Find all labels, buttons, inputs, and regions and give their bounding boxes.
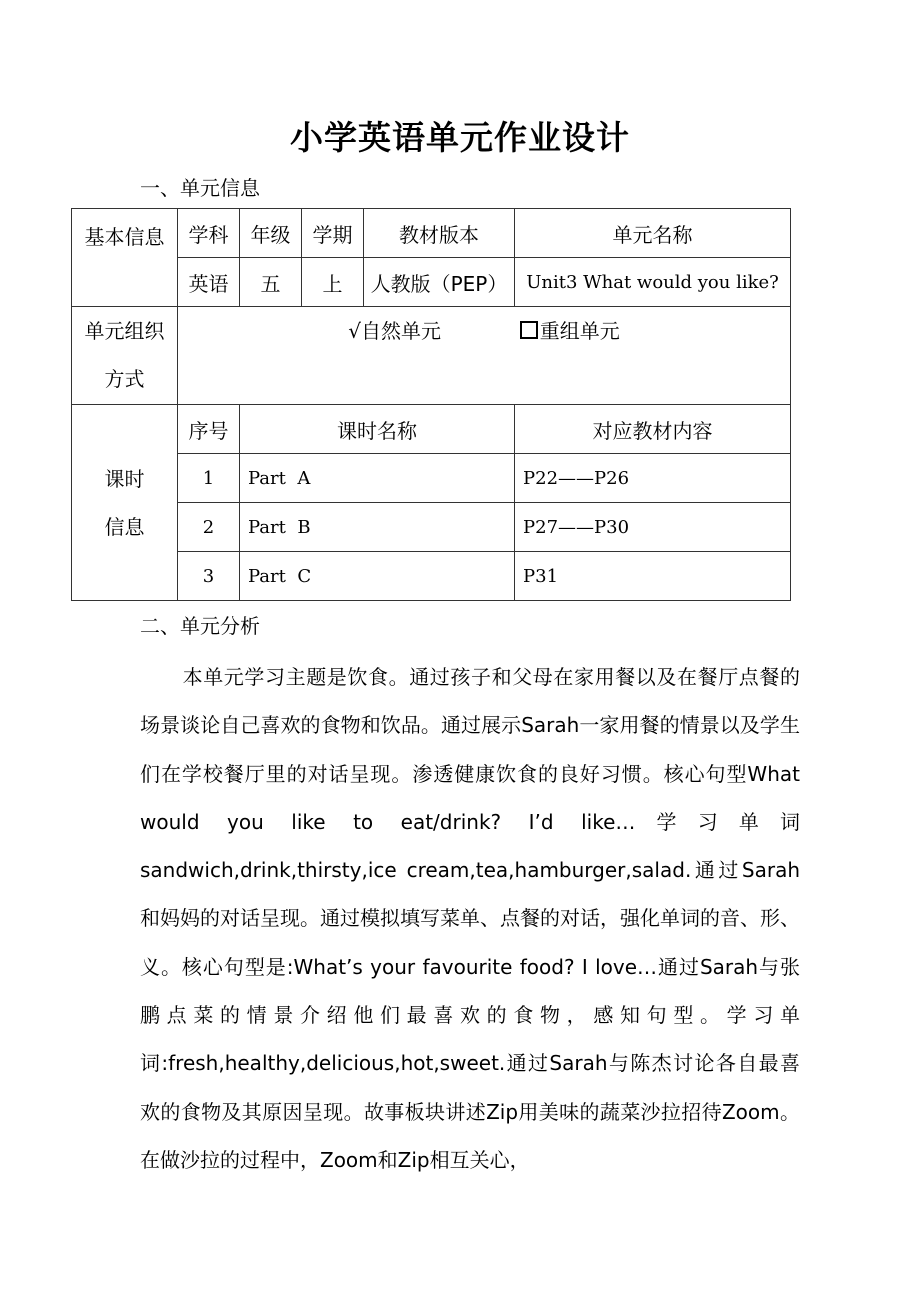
- table-row: [72, 307, 791, 405]
- lesson-name: Part C: [240, 552, 515, 601]
- value-textbook: 人教版（PEP）: [364, 258, 515, 307]
- lesson-content: P22——P26: [515, 454, 791, 503]
- lesson-no: 1: [178, 454, 240, 503]
- header-subject: 学科: [178, 209, 240, 258]
- value-unit-name: Unit3 What would you like?: [515, 258, 791, 307]
- lesson-no: 3: [178, 552, 240, 601]
- table-row: [72, 405, 791, 454]
- lesson-name: Part B: [240, 503, 515, 552]
- org-label-line2: 方式: [104, 367, 145, 391]
- section-heading-unit-analysis: 二、单元分析: [140, 614, 260, 638]
- basic-info-label: 基本信息: [72, 209, 178, 307]
- org-label: [72, 307, 178, 405]
- table-row: [72, 209, 791, 258]
- table-row: [72, 552, 791, 601]
- header-lesson-name: 课时名称: [240, 405, 515, 454]
- header-term: 学期: [302, 209, 364, 258]
- lesson-content: P27——P30: [515, 503, 791, 552]
- org-option-natural: √自然单元: [348, 319, 442, 343]
- checkbox-icon: [520, 321, 538, 339]
- org-option-regroup: 重组单元: [539, 319, 620, 343]
- lesson-label-line1: 课时: [104, 466, 145, 491]
- org-options: [178, 307, 791, 405]
- table-row: [72, 503, 791, 552]
- lesson-content: P31: [515, 552, 791, 601]
- table-row: [72, 258, 791, 307]
- table-row: [72, 454, 791, 503]
- lesson-name: Part A: [240, 454, 515, 503]
- page-title: 小学英语单元作业设计: [290, 118, 630, 157]
- value-subject: 英语: [178, 258, 240, 307]
- section-heading-unit-info: 一、单元信息: [140, 176, 260, 200]
- header-unit-name: 单元名称: [515, 209, 791, 258]
- header-lesson-content: 对应教材内容: [515, 405, 791, 454]
- lesson-label-line2: 信息: [104, 514, 145, 539]
- lesson-no: 2: [178, 503, 240, 552]
- analysis-paragraph: [140, 653, 800, 1184]
- unit-info-table: [71, 208, 791, 601]
- value-term: 上: [302, 258, 364, 307]
- analysis-text: 本单元学习主题是饮食。通过孩子和父母在家用餐以及在餐厅点餐的场景谈论自己喜欢的食物和饮品。通过展示Sarah一家用餐的情景以及学生们在学校餐厅里的对话呈现。渗透健康饮食的良好习惯。核心句型What would you like to eat/drink? I’d like…学习单词sandwich,drink,thirsty,ice cream,tea,hamburger,salad.通过Sarah和妈妈的对话呈现。通过模拟填写菜单、点餐的对话，强化单词的音、形、义。核心句型是:What’s your favourite food? I love…通过Sarah与张鹏点菜的情景介绍他们最喜欢的食物，感知句型。学习单词:fresh,healthy,delicious,hot,sweet.通过Sarah与陈杰讨论各自最喜欢的食物及其原因呈现。故事板块讲述Zip用美味的蔬菜沙拉招待Zoom。在做沙拉的过程中，Zoom和Zip相互关心，: [140, 665, 800, 1172]
- header-lesson-no: 序号: [178, 405, 240, 454]
- header-grade: 年级: [240, 209, 302, 258]
- lesson-info-label: [72, 405, 178, 601]
- org-label-line1: 单元组织: [84, 319, 165, 343]
- value-grade: 五: [240, 258, 302, 307]
- header-textbook: 教材版本: [364, 209, 515, 258]
